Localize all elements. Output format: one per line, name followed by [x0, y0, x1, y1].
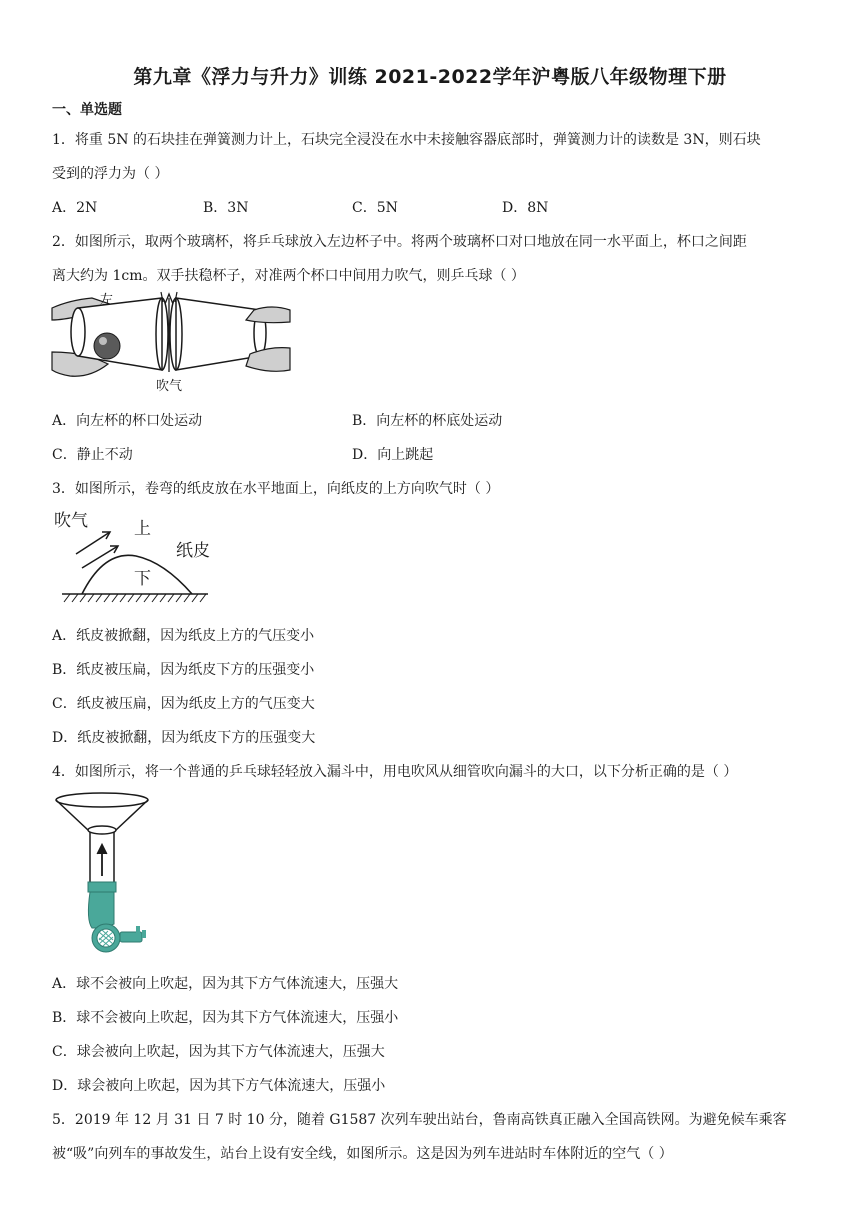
q2-option-b[interactable]: B．向左杯的杯底处运动 [352, 413, 503, 429]
q1-option-a[interactable]: A．2N [52, 200, 98, 216]
q4-option-c[interactable]: C．球会被向上吹起，因为其下方气体流速大，压强大 [52, 1044, 385, 1060]
q3-option-b[interactable]: B．纸皮被压扁，因为纸皮下方的压强变小 [52, 662, 315, 678]
hair-dryer-nozzle [88, 882, 116, 892]
q1-option-c[interactable]: C．5N [352, 200, 398, 216]
q4-option-b[interactable]: B．球不会被向上吹起，因为其下方气体流速大，压强小 [52, 1010, 399, 1026]
q2-option-c[interactable]: C．静止不动 [52, 447, 133, 463]
q2-figure-cups [50, 290, 292, 396]
q2-label-blow: 吹气 [156, 379, 183, 394]
section-heading: 一、单选题 [52, 102, 122, 118]
q2-label-left: 左 [100, 293, 114, 308]
q5-stem-line1: 5．2019 年 12 月 31 日 7 时 10 分，随着 G1587 次列车驶出站台，鲁南高铁真正融入全国高铁网。为避免候车乘客 [52, 1112, 787, 1128]
q3-option-c[interactable]: C．纸皮被压扁，因为纸皮上方的气压变大 [52, 696, 315, 712]
q3-figure-paper [52, 506, 212, 606]
q5-stem-line2: 被“吸”向列车的事故发生，站台上设有安全线，如图所示。这是因为列车进站时车体附近的空气（ ） [52, 1146, 673, 1162]
q4-stem-line1: 4．如图所示，将一个普通的乒乓球轻轻放入漏斗中，用电吹风从细管吹向漏斗的大口，以下分析正确的是（ ） [52, 764, 738, 780]
q1-stem-line1: 1．将重 5N 的石块挂在弹簧测力计上，石块完全浸没在水中未接触容器底部时，弹簧测力计的读数是 3N，则石块 [52, 132, 761, 148]
q3-stem-line1: 3．如图所示，卷弯的纸皮放在水平地面上，向纸皮的上方向吹气时（ ） [52, 481, 500, 497]
q2-option-d[interactable]: D．向上跳起 [352, 447, 434, 463]
q3-option-a[interactable]: A．纸皮被掀翻，因为纸皮上方的气压变小 [52, 628, 315, 644]
q3-label-up: 上 [134, 519, 151, 539]
funnel-ball [88, 826, 116, 834]
q4-figure-funnel [52, 790, 162, 956]
q2-option-a[interactable]: A．向左杯的杯口处运动 [52, 413, 203, 429]
q2-stem-line1: 2．如图所示，取两个玻璃杯，将乒乓球放入左边杯子中。将两个玻璃杯口对口地放在同一水平面上，杯口之间距 [52, 234, 747, 250]
q3-label-paper: 纸皮 [176, 541, 210, 561]
q3-option-d[interactable]: D．纸皮被掀翻，因为纸皮下方的压强变大 [52, 730, 316, 746]
q1-stem-line2: 受到的浮力为（ ） [52, 166, 169, 182]
q1-option-d[interactable]: D．8N [502, 200, 549, 216]
page-title: 第九章《浮力与升力》训练 2021-2022学年沪粤版八年级物理下册 [133, 66, 727, 88]
ping-pong-ball [94, 333, 120, 359]
q4-option-a[interactable]: A．球不会被向上吹起，因为其下方气体流速大，压强大 [52, 976, 399, 992]
q3-label-blow: 吹气 [54, 511, 88, 531]
q4-option-d[interactable]: D．球会被向上吹起，因为其下方气体流速大，压强小 [52, 1078, 386, 1094]
q3-label-down: 下 [134, 569, 151, 589]
q1-option-b[interactable]: B．3N [203, 200, 249, 216]
q2-stem-line2: 离大约为 1cm。双手扶稳杯子，对准两个杯口中间用力吹气，则乒乓球（ ） [52, 268, 525, 284]
